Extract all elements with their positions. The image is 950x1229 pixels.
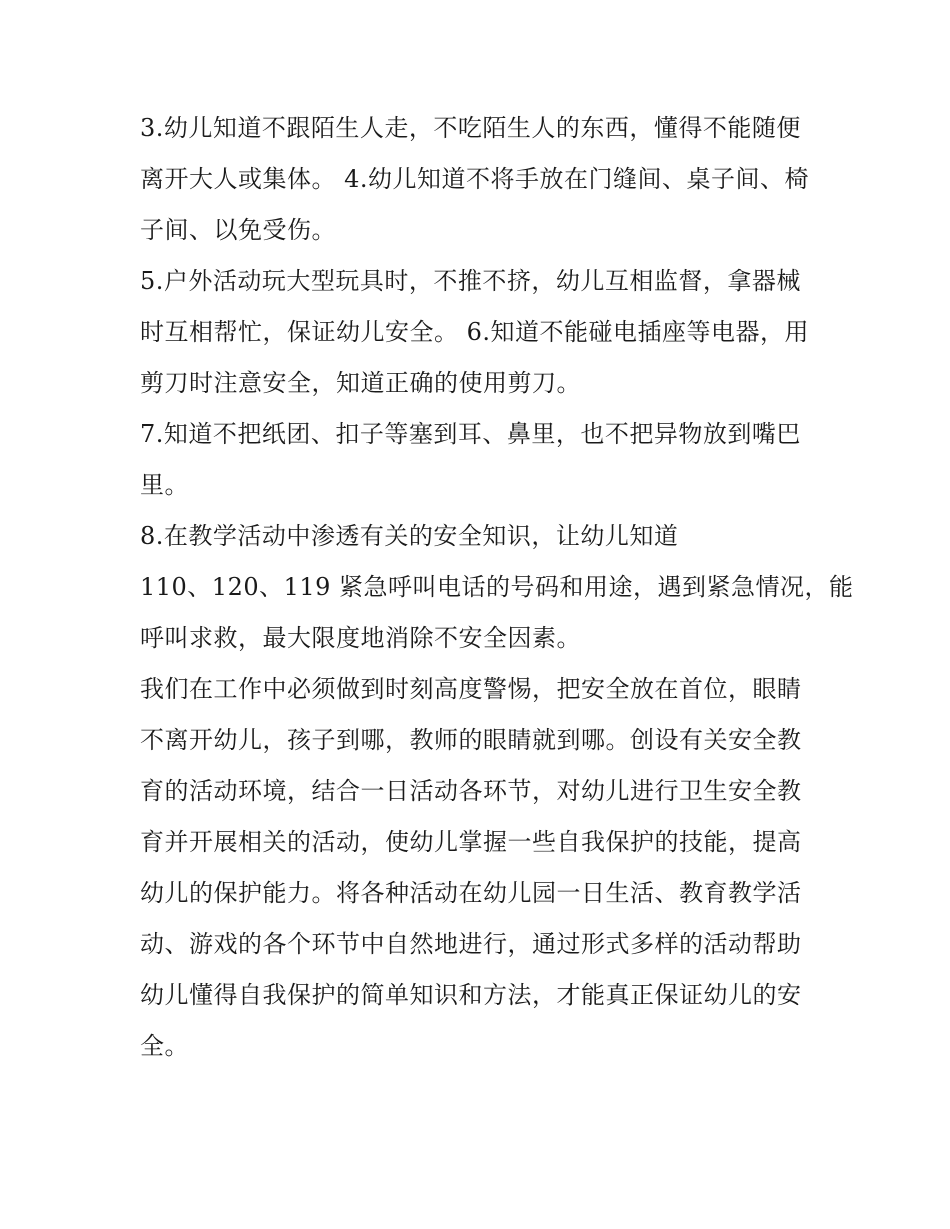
text-line: 育并开展相关的活动，使幼儿掌握一些自我保护的技能，提高 xyxy=(140,828,802,856)
text-line: 剪刀时注意安全，知道正确的使用剪刀。 xyxy=(140,369,581,397)
text-line: 呼叫求救，最大限度地消除不安全因素。 xyxy=(140,624,581,652)
text-line: 子间、以免受伤。 xyxy=(140,216,336,244)
text-line: 幼儿懂得自我保护的简单知识和方法，才能真正保证幼儿的安 xyxy=(140,981,802,1009)
text-line: 8.在教学活动中渗透有关的安全知识，让幼儿知道 xyxy=(140,522,679,550)
text-line: 全。 xyxy=(140,1032,189,1060)
paragraph-summary xyxy=(140,664,816,1072)
text-line: 5.户外活动玩大型玩具时，不推不挤，幼儿互相监督，拿器械 xyxy=(140,267,801,295)
text-line: 幼儿的保护能力。将各种活动在幼儿园一日生活、教育教学活 xyxy=(140,879,802,907)
paragraph-safety-item-7 xyxy=(140,409,816,511)
paragraph-safety-items-5-6 xyxy=(140,256,816,409)
text-line: 110、120、119 紧急呼叫电话的号码和用途，遇到紧急情况，能 xyxy=(140,573,854,601)
document-body xyxy=(140,103,854,1072)
text-line: 不离开幼儿，孩子到哪，教师的眼睛就到哪。创设有关安全教 xyxy=(140,726,802,754)
text-line: 我们在工作中必须做到时刻高度警惕，把安全放在首位，眼睛 xyxy=(140,675,802,703)
text-line: 时互相帮忙，保证幼儿安全。 6.知道不能碰电插座等电器，用 xyxy=(140,318,810,346)
text-line: 3.幼儿知道不跟陌生人走，不吃陌生人的东西，懂得不能随便 xyxy=(140,114,801,142)
text-line: 动、游戏的各个环节中自然地进行，通过形式多样的活动帮助 xyxy=(140,930,802,958)
paragraph-safety-item-8 xyxy=(140,511,854,664)
text-line: 里。 xyxy=(140,471,189,499)
text-line: 离开大人或集体。 4.幼儿知道不将手放在门缝间、桌子间、椅 xyxy=(140,165,810,193)
text-line: 7.知道不把纸团、扣子等塞到耳、鼻里，也不把异物放到嘴巴 xyxy=(140,420,801,448)
text-line: 育的活动环境，结合一日活动各环节，对幼儿进行卫生安全教 xyxy=(140,777,802,805)
paragraph-safety-items-3-4 xyxy=(140,103,816,256)
